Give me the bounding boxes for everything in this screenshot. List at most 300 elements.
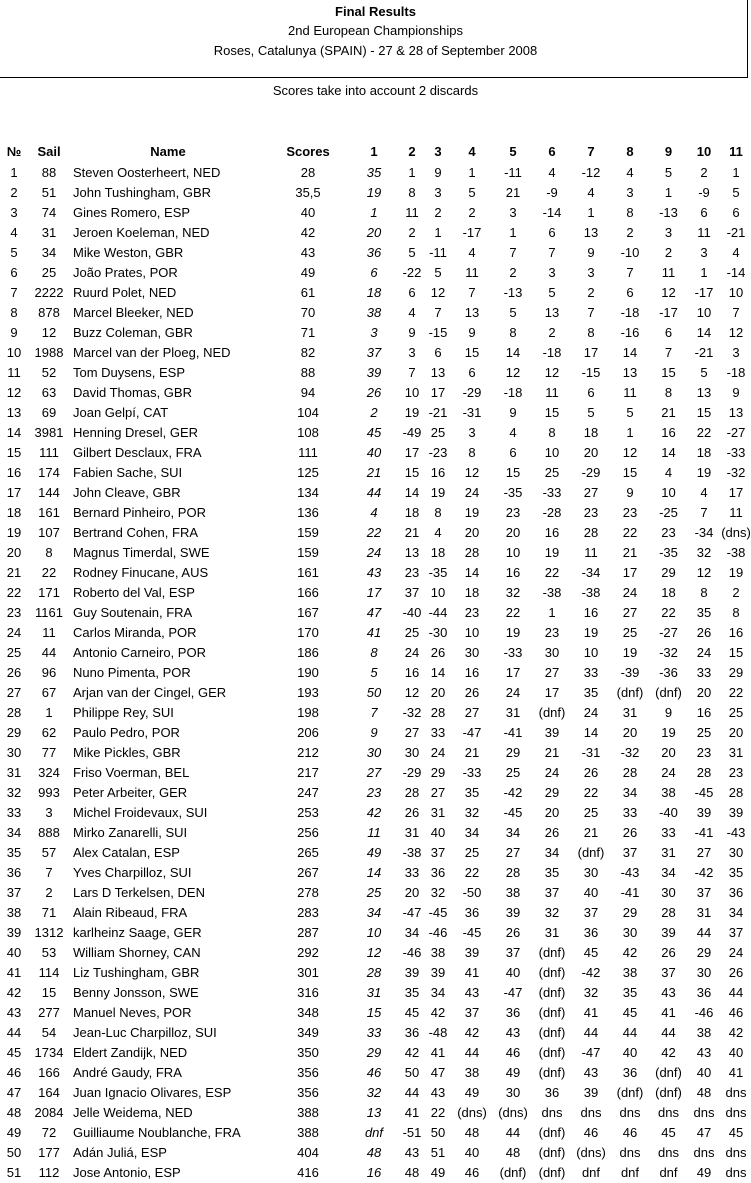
cell-race-7: 20 — [583, 445, 599, 460]
cell-race-6: 37 — [544, 885, 560, 900]
cell-rank: 8 — [10, 305, 18, 320]
cell-race-6: -9 — [546, 185, 558, 200]
cell-race-6: (dnf) — [538, 1005, 566, 1020]
table-row — [0, 983, 751, 1003]
cell-race-7: 6 — [587, 385, 595, 400]
table-row — [0, 843, 751, 863]
cell-race-3: 34 — [430, 985, 446, 1000]
cell-name: Juan Ignacio Olivares, ESP — [73, 1085, 232, 1100]
cell-scores: 416 — [297, 1165, 319, 1180]
cell-race-8: 23 — [622, 505, 638, 520]
cell-race-10: -9 — [698, 185, 710, 200]
cell-race-1: 23 — [366, 785, 382, 800]
cell-race-10: -46 — [694, 1005, 714, 1020]
cell-name: Jose Antonio, ESP — [73, 1165, 181, 1180]
cell-race-6: 1 — [548, 605, 556, 620]
cell-sail: 96 — [41, 665, 57, 680]
cell-rank: 30 — [6, 745, 22, 760]
cell-race-1: 33 — [366, 1025, 382, 1040]
cell-race-7: -29 — [581, 465, 601, 480]
cell-race-10: 20 — [696, 685, 712, 700]
cell-scores: 217 — [297, 765, 319, 780]
table-row — [0, 623, 751, 643]
cell-race-3: 4 — [434, 525, 442, 540]
cell-race-3: 26 — [430, 645, 446, 660]
cell-race-2: 33 — [404, 865, 420, 880]
cell-race-5: 21 — [505, 185, 521, 200]
cell-race-10: 33 — [696, 665, 712, 680]
cell-rank: 43 — [6, 1005, 22, 1020]
cell-name: Carlos Miranda, POR — [73, 625, 197, 640]
cell-race-7: 30 — [583, 865, 599, 880]
cell-name: Antonio Carneiro, POR — [73, 645, 206, 660]
cell-race-5: 40 — [505, 965, 521, 980]
cell-sail: 144 — [38, 485, 60, 500]
cell-name: Eldert Zandijk, NED — [73, 1045, 188, 1060]
cell-race-6: 34 — [544, 845, 560, 860]
column-header-race-2: 2 — [408, 144, 416, 159]
cell-race-8: dns — [619, 1145, 641, 1160]
cell-race-5: -42 — [503, 785, 523, 800]
cell-race-8: -10 — [620, 245, 640, 260]
cell-race-5: 20 — [505, 525, 521, 540]
cell-race-6: 19 — [544, 545, 560, 560]
cell-race-1: 18 — [366, 285, 382, 300]
cell-race-11: 35 — [728, 865, 744, 880]
cell-race-3: 47 — [430, 1065, 446, 1080]
cell-race-6: 26 — [544, 825, 560, 840]
cell-name: Peter Arbeiter, GER — [73, 785, 188, 800]
cell-race-11: 13 — [728, 405, 744, 420]
cell-scores: 356 — [297, 1065, 319, 1080]
cell-race-8: 3 — [626, 185, 634, 200]
cell-sail: 164 — [38, 1085, 60, 1100]
cell-race-6: 4 — [548, 165, 556, 180]
cell-race-11: (dns) — [721, 525, 751, 540]
cell-race-4: 44 — [464, 1045, 480, 1060]
cell-sail: 166 — [38, 1065, 60, 1080]
cell-rank: 45 — [6, 1045, 22, 1060]
column-header-race-5: 5 — [509, 144, 517, 159]
cell-race-4: 7 — [468, 285, 476, 300]
cell-race-11: 45 — [728, 1125, 744, 1140]
cell-rank: 51 — [6, 1165, 22, 1180]
table-row — [0, 923, 751, 943]
cell-race-1: 7 — [370, 705, 378, 720]
table-row — [0, 1163, 751, 1183]
cell-sail: 67 — [41, 685, 57, 700]
cell-race-10: 8 — [700, 585, 708, 600]
cell-race-7: -12 — [581, 165, 601, 180]
table-row — [0, 343, 751, 363]
cell-scores: 278 — [297, 885, 319, 900]
cell-race-8: (dnf) — [616, 685, 644, 700]
cell-race-4: 25 — [464, 845, 480, 860]
cell-race-5: 9 — [509, 405, 517, 420]
cell-sail: 3981 — [34, 425, 64, 440]
cell-race-1: 28 — [366, 965, 382, 980]
cell-race-1: 11 — [367, 825, 381, 840]
cell-race-2: -32 — [402, 705, 422, 720]
cell-race-7: 23 — [583, 505, 599, 520]
cell-rank: 47 — [6, 1085, 22, 1100]
cell-race-4: 20 — [464, 525, 480, 540]
column-header-race-8: 8 — [626, 144, 634, 159]
results-body — [0, 163, 751, 1183]
cell-race-9: 44 — [661, 1025, 676, 1040]
cell-race-5: 28 — [505, 865, 521, 880]
cell-race-2: 42 — [404, 1045, 420, 1060]
table-row — [0, 483, 751, 503]
table-row — [0, 1043, 751, 1063]
cell-rank: 36 — [6, 865, 22, 880]
cell-race-7: 28 — [583, 525, 599, 540]
cell-race-1: 6 — [370, 265, 378, 280]
cell-sail: 22 — [41, 565, 57, 580]
cell-race-2: 30 — [404, 745, 420, 760]
cell-race-8: 33 — [622, 805, 638, 820]
cell-race-7: 33 — [583, 665, 599, 680]
cell-name: Lars D Terkelsen, DEN — [73, 885, 205, 900]
cell-race-7: 22 — [583, 785, 599, 800]
cell-race-1: 35 — [366, 165, 382, 180]
cell-race-2: 15 — [404, 465, 420, 480]
table-row — [0, 863, 751, 883]
cell-race-11: 8 — [732, 605, 740, 620]
cell-race-4: 41 — [464, 965, 480, 980]
cell-race-6: (dnf) — [538, 965, 566, 980]
cell-race-10: -17 — [694, 285, 714, 300]
cell-scores: 28 — [300, 165, 316, 180]
cell-race-4: 48 — [464, 1125, 480, 1140]
cell-race-6: 25 — [544, 465, 560, 480]
cell-race-6: 23 — [544, 625, 560, 640]
cell-race-9: 33 — [661, 825, 676, 840]
table-row — [0, 943, 751, 963]
cell-race-10: 22 — [696, 425, 712, 440]
cell-race-7: 35 — [583, 685, 599, 700]
cell-race-11: 40 — [728, 1045, 744, 1060]
cell-race-10: 3 — [700, 245, 708, 260]
cell-race-4: 37 — [464, 1005, 480, 1020]
cell-race-7: -38 — [581, 585, 601, 600]
cell-race-9: 5 — [664, 165, 673, 180]
cell-race-6: 35 — [544, 865, 560, 880]
cell-race-6: -38 — [542, 585, 562, 600]
cell-race-4: 23 — [464, 605, 480, 620]
cell-race-8: 14 — [622, 345, 638, 360]
cell-race-3: 29 — [430, 765, 446, 780]
cell-race-4: 32 — [464, 805, 480, 820]
cell-race-1: 19 — [366, 185, 382, 200]
cell-sail: 62 — [41, 725, 57, 740]
cell-race-2: 14 — [404, 485, 420, 500]
cell-race-6: -33 — [542, 485, 562, 500]
cell-race-10: 44 — [696, 925, 712, 940]
cell-race-7: (dns) — [576, 1145, 606, 1160]
cell-race-3: 7 — [434, 305, 442, 320]
cell-race-2: 18 — [404, 505, 420, 520]
cell-race-7: 25 — [583, 805, 599, 820]
table-row — [0, 1123, 751, 1143]
cell-race-6: 20 — [544, 805, 560, 820]
cell-race-11: -14 — [726, 265, 746, 280]
cell-scores: 190 — [297, 665, 319, 680]
cell-race-8: -39 — [620, 665, 640, 680]
cell-race-4: 8 — [468, 445, 476, 460]
cell-sail: 111 — [39, 445, 59, 460]
results-table — [0, 141, 751, 1183]
cell-race-6: 31 — [544, 925, 560, 940]
cell-sail: 12 — [41, 325, 57, 340]
cell-race-6: 5 — [548, 285, 556, 300]
cell-race-5: -18 — [503, 385, 523, 400]
cell-race-8: dnf — [620, 1165, 640, 1180]
cell-race-10: -42 — [694, 865, 714, 880]
cell-race-5: 49 — [505, 1065, 521, 1080]
cell-race-8: 21 — [622, 545, 638, 560]
cell-race-10: -34 — [694, 525, 714, 540]
cell-scores: 253 — [297, 805, 319, 820]
cell-race-11: 5 — [732, 185, 740, 200]
cell-race-2: 16 — [404, 665, 420, 680]
cell-sail: 1 — [45, 705, 53, 720]
cell-race-2: 37 — [404, 585, 420, 600]
cell-race-11: 42 — [728, 1025, 744, 1040]
cell-race-6: 6 — [548, 225, 556, 240]
cell-race-1: 38 — [366, 305, 382, 320]
cell-race-2: 28 — [404, 785, 420, 800]
cell-sail: 1161 — [35, 605, 63, 620]
cell-race-6: (dnf) — [538, 1065, 566, 1080]
cell-race-10: 32 — [696, 545, 712, 560]
cell-race-10: 40 — [696, 1065, 712, 1080]
cell-race-2: 36 — [404, 1025, 420, 1040]
cell-race-3: 20 — [430, 685, 446, 700]
cell-race-11: 25 — [728, 705, 744, 720]
cell-race-3: 18 — [430, 545, 446, 560]
cell-scores: 136 — [297, 505, 319, 520]
cell-race-4: 13 — [464, 305, 480, 320]
cell-race-7: 8 — [587, 325, 595, 340]
cell-race-11: dns — [725, 1145, 747, 1160]
cell-sail: 31 — [41, 225, 57, 240]
cell-name: Adán Juliá, ESP — [73, 1145, 167, 1160]
column-header-name: Name — [150, 144, 186, 159]
cell-race-3: 8 — [434, 505, 442, 520]
cell-race-10: -21 — [694, 345, 714, 360]
cell-race-9: 45 — [661, 1125, 676, 1140]
cell-race-2: 41 — [404, 1105, 420, 1120]
cell-name: Fabien Sache, SUI — [73, 465, 183, 480]
cell-name: Marcel van der Ploeg, NED — [73, 345, 231, 360]
cell-sail: 88 — [41, 165, 57, 180]
cell-name: Jean-Luc Charpilloz, SUI — [73, 1025, 217, 1040]
cell-sail: 63 — [41, 385, 57, 400]
cell-name: Yves Charpilloz, SUI — [73, 865, 192, 880]
cell-name: Roberto del Val, ESP — [73, 585, 195, 600]
table-row — [0, 1063, 751, 1083]
cell-race-5: 17 — [505, 665, 521, 680]
cell-race-3: -11 — [429, 245, 447, 260]
cell-race-2: 27 — [404, 725, 420, 740]
table-row — [0, 643, 751, 663]
table-row — [0, 883, 751, 903]
cell-race-9: 41 — [661, 1005, 676, 1020]
cell-race-2: -51 — [402, 1125, 422, 1140]
cell-race-7: 41 — [583, 1005, 599, 1020]
cell-race-6: 3 — [548, 265, 556, 280]
cell-race-7: 2 — [587, 285, 595, 300]
cell-race-7: 27 — [583, 485, 599, 500]
cell-rank: 9 — [10, 325, 18, 340]
cell-race-11: -21 — [726, 225, 746, 240]
cell-race-4: 4 — [468, 245, 476, 260]
cell-race-3: 22 — [430, 1105, 446, 1120]
cell-race-11: 15 — [728, 645, 744, 660]
cell-race-3: -46 — [428, 925, 448, 940]
cell-rank: 24 — [6, 625, 22, 640]
cell-race-5: -13 — [503, 285, 523, 300]
table-row — [0, 443, 751, 463]
cell-race-3: 41 — [430, 1045, 446, 1060]
cell-name: Alain Ribeaud, FRA — [73, 905, 188, 920]
cell-race-9: 8 — [664, 385, 673, 400]
cell-scores: 159 — [297, 545, 319, 560]
cell-race-3: 37 — [430, 845, 446, 860]
cell-race-9: -40 — [659, 805, 678, 820]
cell-race-9: (dnf) — [655, 685, 682, 700]
cell-race-8: (dnf) — [616, 1085, 644, 1100]
table-row — [0, 563, 751, 583]
cell-name: Liz Tushingham, GBR — [73, 965, 200, 980]
cell-race-6: 11 — [545, 385, 559, 400]
cell-race-9: -25 — [659, 505, 678, 520]
cell-race-3: 49 — [430, 1165, 446, 1180]
cell-race-2: 19 — [404, 405, 420, 420]
cell-race-8: -32 — [620, 745, 640, 760]
cell-race-2: 26 — [404, 805, 420, 820]
cell-sail: 174 — [38, 465, 60, 480]
cell-race-10: 26 — [696, 625, 712, 640]
cell-sail: 25 — [41, 265, 57, 280]
cell-race-10: 4 — [700, 485, 708, 500]
cell-race-2: 17 — [404, 445, 420, 460]
cell-race-2: 8 — [408, 185, 416, 200]
cell-race-9: dns — [658, 1145, 679, 1160]
cell-race-2: 48 — [404, 1165, 420, 1180]
cell-race-6: (dnf) — [538, 1045, 566, 1060]
cell-sail: 2084 — [34, 1105, 64, 1120]
cell-rank: 15 — [6, 445, 22, 460]
cell-scores: 111 — [298, 445, 318, 460]
cell-race-1: 21 — [366, 465, 382, 480]
cell-scores: 206 — [297, 725, 319, 740]
cell-scores: 71 — [300, 325, 316, 340]
column-header-race-1: 1 — [370, 144, 378, 159]
cell-race-5: 37 — [505, 945, 521, 960]
cell-race-10: 2 — [700, 165, 708, 180]
cell-race-11: 26 — [728, 965, 744, 980]
cell-race-10: 5 — [700, 365, 708, 380]
cell-race-6: (dnf) — [538, 1025, 566, 1040]
table-row — [0, 1003, 751, 1023]
cell-race-9: 24 — [661, 765, 676, 780]
cell-race-11: 7 — [732, 305, 740, 320]
cell-race-3: 33 — [430, 725, 446, 740]
cell-race-9: 22 — [661, 605, 676, 620]
cell-race-10: 29 — [696, 945, 712, 960]
cell-race-9: 14 — [661, 445, 676, 460]
cell-race-9: 15 — [661, 365, 676, 380]
cell-race-2: 3 — [408, 345, 416, 360]
cell-race-7: -42 — [581, 965, 601, 980]
cell-race-8: 26 — [622, 825, 638, 840]
cell-race-2: 50 — [404, 1065, 420, 1080]
cell-race-11: dns — [725, 1085, 747, 1100]
cell-race-2: 31 — [404, 825, 420, 840]
cell-race-9: 2 — [664, 245, 673, 260]
cell-race-4: 26 — [464, 685, 480, 700]
cell-race-8: 25 — [622, 625, 638, 640]
table-row — [0, 263, 751, 283]
cell-race-7: 43 — [583, 1065, 599, 1080]
cell-race-10: -41 — [694, 825, 714, 840]
cell-race-9: 23 — [661, 525, 676, 540]
cell-race-9: 1 — [664, 185, 673, 200]
cell-rank: 27 — [6, 685, 22, 700]
cell-race-10: 19 — [696, 465, 712, 480]
cell-race-6: 24 — [544, 765, 560, 780]
cell-rank: 19 — [6, 525, 22, 540]
cell-race-7: 1 — [587, 205, 595, 220]
cell-race-11: 20 — [728, 725, 744, 740]
cell-race-11: 28 — [728, 785, 744, 800]
table-row — [0, 403, 751, 423]
cell-sail: 15 — [41, 985, 57, 1000]
cell-race-10: 13 — [696, 385, 712, 400]
cell-race-10: 7 — [700, 505, 708, 520]
cell-sail: 74 — [41, 205, 57, 220]
cell-race-6: 13 — [544, 305, 560, 320]
discards-note: Scores take into account 2 discards — [272, 83, 479, 98]
cell-race-9: 37 — [661, 965, 676, 980]
cell-race-10: 28 — [696, 765, 712, 780]
cell-race-5: 23 — [505, 505, 521, 520]
cell-race-8: 4 — [626, 165, 634, 180]
cell-race-1: 25 — [366, 885, 382, 900]
cell-race-8: 17 — [622, 565, 638, 580]
table-row — [0, 803, 751, 823]
cell-race-4: 49 — [464, 1085, 480, 1100]
cell-race-10: 1 — [700, 265, 708, 280]
cell-race-10: 23 — [696, 745, 712, 760]
cell-race-4: 19 — [464, 505, 480, 520]
cell-race-5: 12 — [505, 365, 521, 380]
cell-race-7: 44 — [583, 1025, 599, 1040]
cell-race-1: 4 — [370, 505, 378, 520]
column-header-scores: Scores — [286, 144, 330, 159]
cell-scores: 35,5 — [295, 185, 321, 200]
cell-name: Tom Duysens, ESP — [73, 365, 185, 380]
cell-race-1: 39 — [366, 365, 382, 380]
cell-race-11: 2 — [732, 585, 740, 600]
cell-rank: 49 — [6, 1125, 22, 1140]
cell-race-11: 24 — [728, 945, 744, 960]
cell-race-6: 22 — [544, 565, 560, 580]
cell-rank: 14 — [6, 425, 22, 440]
cell-sail: 72 — [41, 1125, 57, 1140]
